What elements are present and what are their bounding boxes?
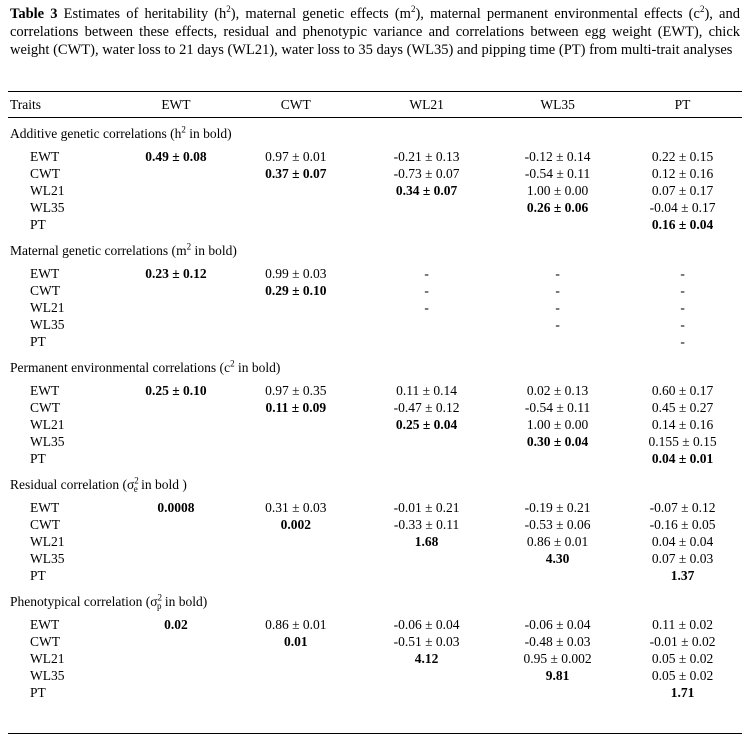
value-cell: 1.00 ± 0.00 bbox=[526, 417, 589, 432]
value-cell bbox=[361, 450, 492, 467]
table-row bbox=[8, 316, 742, 333]
trait-label: PT bbox=[30, 451, 46, 466]
table-row bbox=[8, 216, 742, 233]
table-row bbox=[8, 433, 742, 450]
value-cell bbox=[361, 433, 492, 450]
value-cell bbox=[361, 199, 492, 216]
value-cell: - bbox=[555, 317, 560, 332]
value-cell bbox=[230, 684, 361, 701]
trait-label: WL35 bbox=[30, 434, 65, 449]
value-cell: 0.60 ± 0.17 bbox=[651, 383, 714, 398]
trait-label: WL21 bbox=[30, 183, 65, 198]
value-cell: 9.81 bbox=[545, 668, 570, 683]
trait-label: WL21 bbox=[30, 417, 65, 432]
value-cell: -0.54 ± 0.11 bbox=[524, 166, 591, 181]
value-cell: 0.34 ± 0.07 bbox=[395, 183, 458, 198]
header-row bbox=[8, 92, 742, 116]
value-cell: 0.01 bbox=[283, 634, 308, 649]
value-cell: 0.86 ± 0.01 bbox=[265, 617, 327, 632]
value-cell bbox=[230, 182, 361, 199]
table-row bbox=[8, 182, 742, 199]
trait-label: EWT bbox=[30, 149, 60, 164]
value-cell bbox=[121, 667, 230, 684]
value-cell: 0.30 ± 0.04 bbox=[526, 434, 589, 449]
header-cell: WL21 bbox=[409, 96, 444, 112]
value-cell: -0.06 ± 0.04 bbox=[393, 617, 460, 632]
value-cell bbox=[121, 416, 230, 433]
value-cell: 0.97 ± 0.01 bbox=[265, 149, 327, 164]
table-row bbox=[8, 684, 742, 701]
section-title: Phenotypical correlation ($\sigma^2_p$ in bold) bbox=[10, 592, 208, 612]
value-cell: -0.04 ± 0.17 bbox=[649, 200, 716, 215]
value-cell: 0.31 ± 0.03 bbox=[265, 500, 327, 515]
value-cell bbox=[361, 550, 492, 567]
value-cell bbox=[492, 567, 623, 584]
value-cell bbox=[361, 667, 492, 684]
value-cell bbox=[230, 333, 361, 350]
value-cell: 0.95 ± 0.002 bbox=[523, 651, 592, 666]
trait-label: CWT bbox=[30, 400, 60, 415]
value-cell bbox=[230, 650, 361, 667]
value-cell bbox=[121, 650, 230, 667]
value-cell bbox=[492, 333, 623, 350]
value-cell: 0.37 ± 0.07 bbox=[265, 166, 327, 181]
value-cell: - bbox=[680, 266, 685, 281]
value-cell bbox=[230, 567, 361, 584]
table-row bbox=[8, 499, 742, 516]
table-row bbox=[8, 399, 742, 416]
value-cell bbox=[230, 533, 361, 550]
table-row bbox=[8, 165, 742, 182]
table-row bbox=[8, 516, 742, 533]
value-cell: 0.04 ± 0.01 bbox=[651, 451, 714, 466]
table-row bbox=[8, 650, 742, 667]
table-row bbox=[8, 633, 742, 650]
value-cell bbox=[121, 533, 230, 550]
table-row bbox=[8, 567, 742, 584]
value-cell: - bbox=[680, 334, 685, 349]
value-cell bbox=[230, 216, 361, 233]
value-cell bbox=[121, 516, 230, 533]
value-cell bbox=[121, 399, 230, 416]
value-cell: - bbox=[680, 283, 685, 298]
results-table bbox=[8, 92, 742, 701]
value-cell: -0.01 ± 0.02 bbox=[649, 634, 716, 649]
table-row bbox=[8, 382, 742, 399]
value-cell: 0.29 ± 0.10 bbox=[265, 283, 327, 298]
value-cell: -0.53 ± 0.06 bbox=[524, 517, 591, 532]
value-cell: 0.25 ± 0.10 bbox=[145, 383, 207, 398]
value-cell: - bbox=[424, 300, 429, 315]
value-cell: -0.48 ± 0.03 bbox=[524, 634, 591, 649]
value-cell bbox=[361, 316, 492, 333]
value-cell bbox=[361, 567, 492, 584]
trait-label: PT bbox=[30, 334, 46, 349]
value-cell: 0.99 ± 0.03 bbox=[265, 266, 327, 281]
value-cell bbox=[121, 333, 230, 350]
value-cell bbox=[121, 567, 230, 584]
header-cell: CWT bbox=[280, 96, 311, 112]
section-title: Maternal genetic correlations ($m^2$ in bold) bbox=[10, 241, 237, 258]
value-cell: -0.54 ± 0.11 bbox=[524, 400, 591, 415]
value-cell: 0.22 ± 0.15 bbox=[651, 149, 714, 164]
value-cell bbox=[492, 684, 623, 701]
value-cell bbox=[121, 633, 230, 650]
trait-label: EWT bbox=[30, 500, 60, 515]
value-cell: -0.73 ± 0.07 bbox=[393, 166, 460, 181]
value-cell: 0.12 ± 0.16 bbox=[651, 166, 714, 181]
value-cell: - bbox=[424, 266, 429, 281]
value-cell: 1.37 bbox=[670, 568, 695, 583]
value-cell: 0.14 ± 0.16 bbox=[651, 417, 714, 432]
value-cell: 0.002 bbox=[280, 517, 311, 532]
value-cell bbox=[121, 216, 230, 233]
value-cell: 0.07 ± 0.17 bbox=[651, 183, 714, 198]
table-row bbox=[8, 299, 742, 316]
table-row bbox=[8, 667, 742, 684]
header-cell: EWT bbox=[161, 96, 191, 112]
value-cell: 1.71 bbox=[670, 685, 695, 700]
value-cell: 0.97 ± 0.35 bbox=[265, 383, 327, 398]
value-cell: 0.11 ± 0.14 bbox=[396, 383, 458, 398]
section-title-row bbox=[8, 233, 742, 261]
value-cell: 4.12 bbox=[414, 651, 439, 666]
trait-label: PT bbox=[30, 568, 46, 583]
value-cell: - bbox=[680, 317, 685, 332]
value-cell bbox=[361, 333, 492, 350]
table-caption: Table 3 Estimates of heritability $(h^2)$, maternal genetic effects $(m^2)$, maternal permanent environmental effects $(c^2)$, and correlations between these effects, residual and phenotypic variance and correlations between egg weight (EWT), chick weight (CWT), water loss to 21 days (WL21), water loss to 35 days (WL35) and pipping time (PT) from multi-trait analyses bbox=[10, 4, 740, 58]
trait-label: CWT bbox=[30, 283, 60, 298]
value-cell bbox=[492, 450, 623, 467]
header-cell: PT bbox=[674, 96, 691, 112]
value-cell bbox=[492, 216, 623, 233]
section-title-row bbox=[8, 350, 742, 378]
value-cell: - bbox=[555, 283, 560, 298]
table-row bbox=[8, 616, 742, 633]
trait-label: CWT bbox=[30, 517, 60, 532]
value-cell: 0.23 ± 0.12 bbox=[145, 266, 207, 281]
value-cell: 0.05 ± 0.02 bbox=[651, 668, 714, 683]
value-cell bbox=[230, 433, 361, 450]
table-row bbox=[8, 333, 742, 350]
value-cell: 1.68 bbox=[414, 534, 439, 549]
value-cell bbox=[121, 450, 230, 467]
trait-label: CWT bbox=[30, 634, 60, 649]
value-cell: 0.45 ± 0.27 bbox=[651, 400, 714, 415]
value-cell: -0.01 ± 0.21 bbox=[393, 500, 460, 515]
table-label: Table 3 bbox=[10, 6, 58, 22]
value-cell bbox=[121, 165, 230, 182]
value-cell: -0.06 ± 0.04 bbox=[524, 617, 591, 632]
value-cell bbox=[361, 216, 492, 233]
value-cell: 4.30 bbox=[545, 551, 570, 566]
section-title: Additive genetic correlations ($h^2$ in bold) bbox=[10, 124, 232, 141]
trait-label: EWT bbox=[30, 266, 60, 281]
value-cell: - bbox=[555, 266, 560, 281]
value-cell: -0.21 ± 0.13 bbox=[393, 149, 460, 164]
value-cell bbox=[121, 433, 230, 450]
value-cell: -0.07 ± 0.12 bbox=[649, 500, 716, 515]
value-cell: 1.00 ± 0.00 bbox=[526, 183, 589, 198]
value-cell: 0.155 ± 0.15 bbox=[648, 434, 717, 449]
table-row bbox=[8, 199, 742, 216]
value-cell bbox=[230, 316, 361, 333]
table-row bbox=[8, 533, 742, 550]
value-cell: 0.04 ± 0.04 bbox=[651, 534, 714, 549]
trait-label: EWT bbox=[30, 383, 60, 398]
table-row bbox=[8, 148, 742, 165]
value-cell: - bbox=[680, 300, 685, 315]
section-title: Permanent environmental correlations ($c^2$ in bold) bbox=[10, 358, 281, 375]
trait-label: PT bbox=[30, 685, 46, 700]
value-cell bbox=[230, 550, 361, 567]
value-cell: 0.86 ± 0.01 bbox=[526, 534, 589, 549]
header-cell: WL35 bbox=[540, 96, 575, 112]
value-cell: 0.16 ± 0.04 bbox=[651, 217, 714, 232]
value-cell bbox=[361, 684, 492, 701]
table-row bbox=[8, 550, 742, 567]
section-title-row bbox=[8, 584, 742, 612]
table-row bbox=[8, 450, 742, 467]
table-body bbox=[8, 92, 742, 701]
header-cell: Traits bbox=[10, 96, 42, 112]
trait-label: WL21 bbox=[30, 534, 65, 549]
value-cell: 0.49 ± 0.08 bbox=[145, 149, 207, 164]
value-cell bbox=[121, 182, 230, 199]
value-cell bbox=[121, 299, 230, 316]
value-cell: -0.16 ± 0.05 bbox=[649, 517, 716, 532]
value-cell: -0.51 ± 0.03 bbox=[393, 634, 460, 649]
value-cell bbox=[230, 299, 361, 316]
table-row bbox=[8, 265, 742, 282]
trait-label: WL35 bbox=[30, 200, 65, 215]
trait-label: CWT bbox=[30, 166, 60, 181]
value-cell bbox=[121, 199, 230, 216]
value-cell: 0.02 ± 0.13 bbox=[526, 383, 589, 398]
value-cell: 0.26 ± 0.06 bbox=[526, 200, 589, 215]
value-cell bbox=[230, 667, 361, 684]
value-cell bbox=[230, 450, 361, 467]
value-cell: 0.11 ± 0.09 bbox=[265, 400, 327, 415]
value-cell: -0.19 ± 0.21 bbox=[524, 500, 591, 515]
trait-label: WL35 bbox=[30, 317, 65, 332]
table-row bbox=[8, 282, 742, 299]
value-cell: 0.0008 bbox=[157, 500, 195, 515]
value-cell: -0.12 ± 0.14 bbox=[524, 149, 591, 164]
value-cell: 0.02 bbox=[164, 617, 188, 632]
value-cell: 0.05 ± 0.02 bbox=[651, 651, 714, 666]
section-title-row bbox=[8, 467, 742, 495]
trait-label: WL35 bbox=[30, 668, 65, 683]
value-cell: 0.25 ± 0.04 bbox=[395, 417, 458, 432]
trait-label: WL35 bbox=[30, 551, 65, 566]
value-cell: -0.33 ± 0.11 bbox=[393, 517, 460, 532]
trait-label: WL21 bbox=[30, 651, 65, 666]
value-cell bbox=[121, 550, 230, 567]
value-cell bbox=[121, 316, 230, 333]
value-cell: 0.07 ± 0.03 bbox=[651, 551, 714, 566]
value-cell: 0.11 ± 0.02 bbox=[652, 617, 714, 632]
value-cell: - bbox=[424, 283, 429, 298]
section-title-row bbox=[8, 116, 742, 144]
value-cell bbox=[121, 684, 230, 701]
trait-label: PT bbox=[30, 217, 46, 232]
value-cell: -0.47 ± 0.12 bbox=[393, 400, 460, 415]
value-cell bbox=[230, 199, 361, 216]
trait-label: WL21 bbox=[30, 300, 65, 315]
section-title: Residual correlation ($\sigma^2_e$ in bold ) bbox=[10, 475, 187, 495]
bottom-rule bbox=[8, 733, 742, 734]
value-cell bbox=[121, 282, 230, 299]
table-row bbox=[8, 416, 742, 433]
trait-label: EWT bbox=[30, 617, 60, 632]
value-cell: - bbox=[555, 300, 560, 315]
value-cell bbox=[230, 416, 361, 433]
